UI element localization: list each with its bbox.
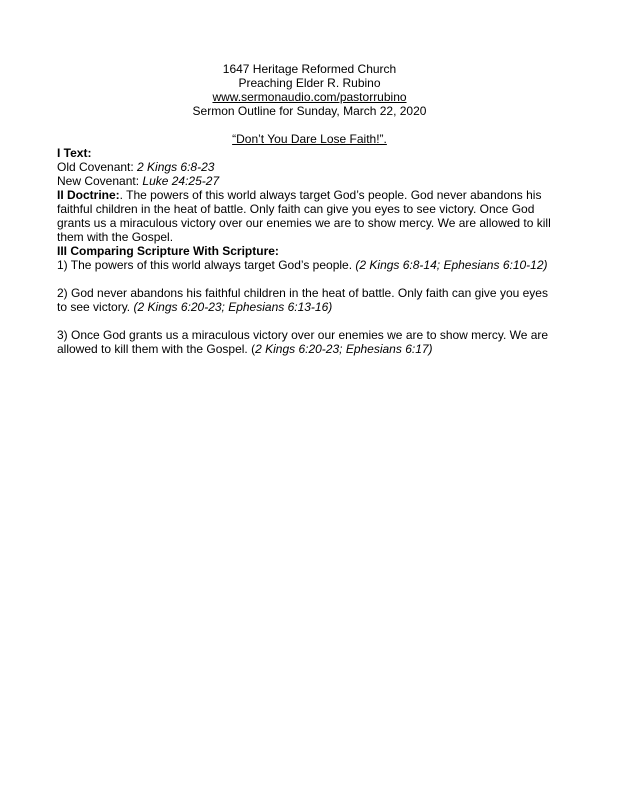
point-2-ref: (2 Kings 6:20-23; Ephesians 6:13-16) <box>133 300 333 314</box>
spacer <box>57 272 562 286</box>
point-1 <box>57 258 562 272</box>
new-covenant-ref: Luke 24:25-27 <box>142 174 220 188</box>
sermon-title: “Don’t You Dare Lose Faith!”. <box>232 132 387 146</box>
point-2-line-2 <box>57 300 562 314</box>
point-1-text: 1) The powers of this world always target God’s people. <box>57 258 356 272</box>
spacer <box>57 314 562 328</box>
doctrine-line-3: grants us a miraculous victory over our enemies we are to show mercy. We are allowed to kill <box>57 216 551 230</box>
document-header <box>57 62 562 118</box>
doctrine-line-4: them with the Gospel. <box>57 230 174 244</box>
point-1-ref: (2 Kings 6:8-14; Ephesians 6:10-12) <box>355 258 548 272</box>
old-covenant-label: Old Covenant: <box>57 160 138 174</box>
old-covenant-ref: 2 Kings 6:8-23 <box>137 160 215 174</box>
point-3-ref: 2 Kings 6:20-23; Ephesians 6:17) <box>255 342 433 356</box>
old-covenant-line <box>57 160 562 174</box>
comparing-heading: III Comparing Scripture With Scripture: <box>57 244 279 258</box>
website-link[interactable]: www.sermonaudio.com/pastorrubino <box>212 90 407 104</box>
point-3-line-2 <box>57 342 562 356</box>
point-3-text: allowed to kill them with the Gospel. ( <box>57 342 256 356</box>
outline-date: Sermon Outline for Sunday, March 22, 2020 <box>192 104 427 118</box>
doctrine-heading: II Doctrine: <box>57 188 120 202</box>
point-2-line-1: 2) God never abandons his faithful children in the heat of battle. Only faith can give you eyes <box>57 286 548 300</box>
point-3-line-1: 3) Once God grants us a miraculous victory over our enemies we are to show mercy. We are <box>57 328 549 342</box>
doctrine-paragraph <box>57 188 562 202</box>
text-heading: I Text: <box>57 146 92 160</box>
doctrine-line-1: . The powers of this world always target God’s people. God never abandons his <box>119 188 542 202</box>
point-2-text: to see victory. <box>57 300 134 314</box>
preacher-name: Preaching Elder R. Rubino <box>238 76 381 90</box>
church-name: 1647 Heritage Reformed Church <box>222 62 397 76</box>
doctrine-line-2: faithful children in the heat of battle. Only faith can give you eyes to see victory. Once God <box>57 202 535 216</box>
new-covenant-line <box>57 174 562 188</box>
new-covenant-label: New Covenant: <box>57 174 143 188</box>
